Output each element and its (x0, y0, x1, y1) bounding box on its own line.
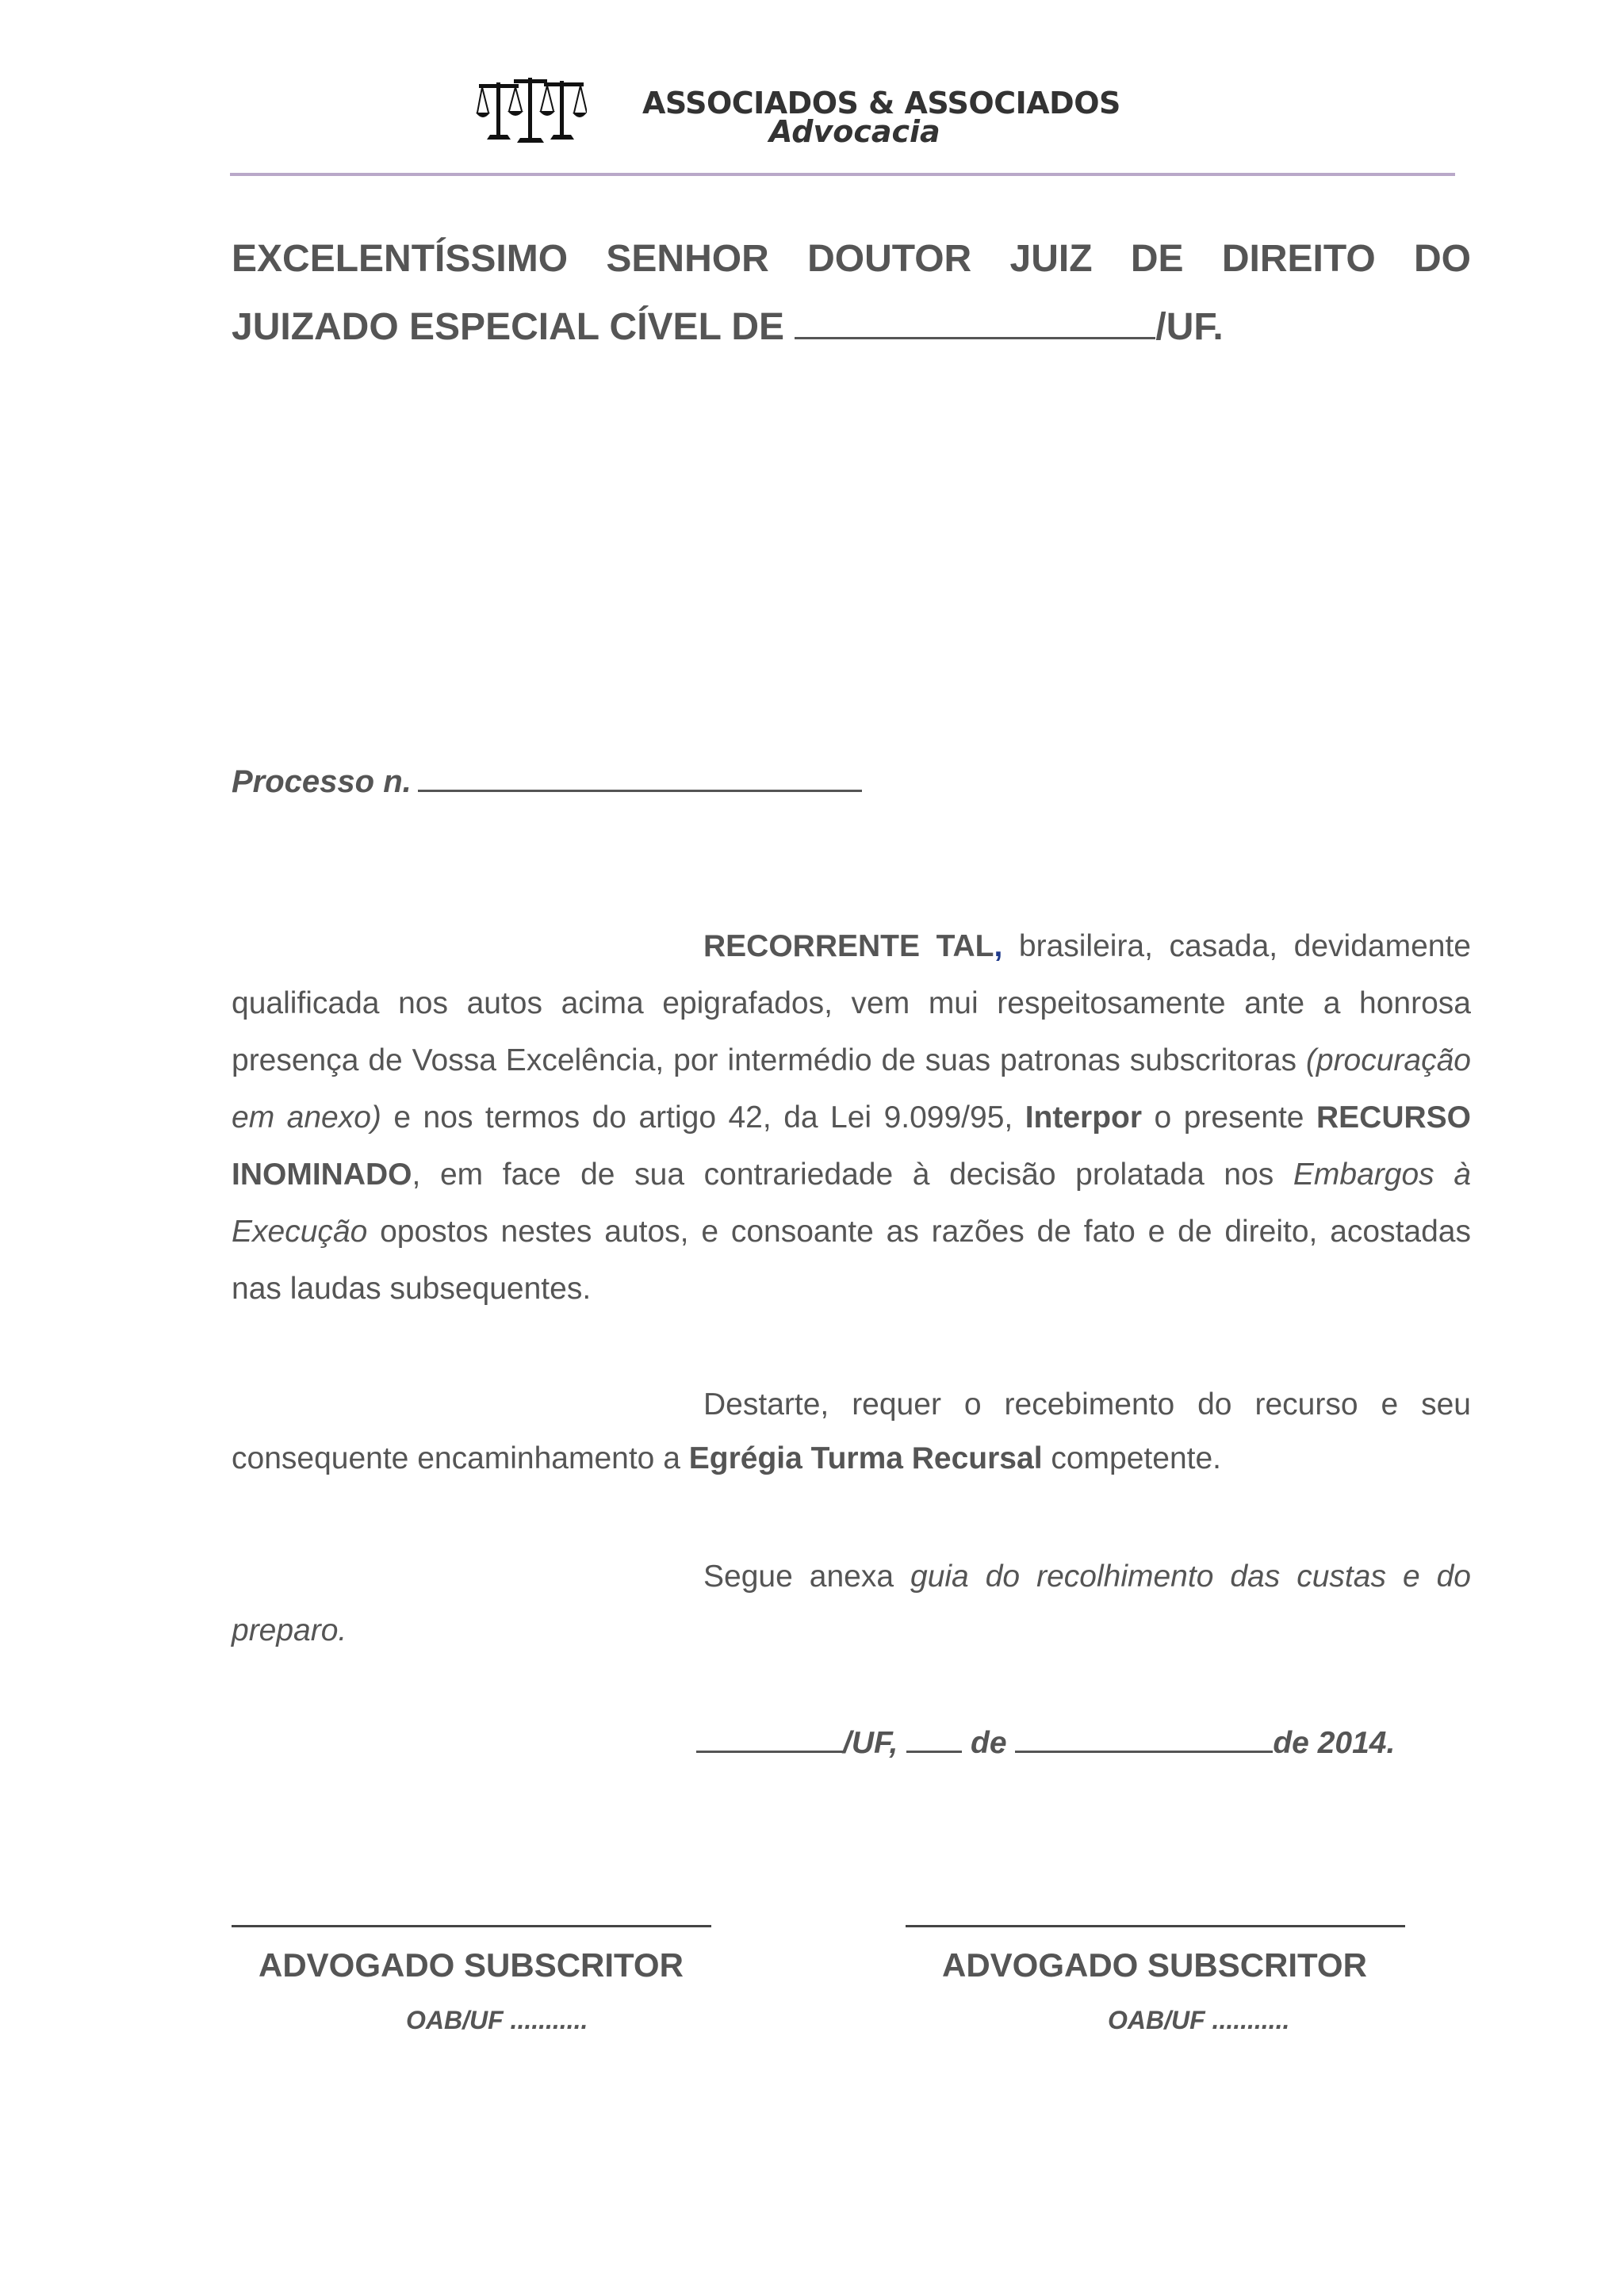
process-number (232, 758, 862, 800)
interpor-text: Interpor (1025, 1100, 1143, 1135)
embargos-text: Embargos à Execução (232, 1158, 1471, 1249)
signature-title-2: ADVOGADO SUBSCRITOR (942, 1946, 1367, 1984)
paragraph-attachment: Segue anexa guia do recolhimento das custas e do preparo. (232, 1559, 1472, 1647)
address-line-2-suffix: /UF. (1155, 306, 1224, 348)
signature-oab-1: OAB/UF ........... (406, 2006, 588, 2034)
turma-recursal-text: Egrégia Turma Recursal (688, 1441, 1043, 1475)
process-label: Processo n. (232, 764, 412, 799)
address-line-1: EXCELENTÍSSIMO SENHOR DOUTOR JUIZ DE DIREITO DO (232, 238, 1471, 280)
month-blank-field[interactable] (1015, 1722, 1273, 1753)
party-name: RECORRENTE TAL (703, 929, 994, 963)
header-divider (230, 173, 1455, 176)
signature-title-1: ADVOGADO SUBSCRITOR (259, 1946, 684, 1984)
firm-subtitle: Advocacia (769, 114, 940, 149)
scales-of-justice-icon (476, 73, 587, 152)
paragraph-request: Destarte, requer o recebimento do recurso e seu consequente encaminhamento a Egrégia Turma Recursal competente. (232, 1387, 1471, 1475)
city-date-blank-field[interactable] (696, 1722, 843, 1753)
court-address (232, 225, 1471, 362)
recurso-inominado-text: RECURSO INOMINADO (232, 1100, 1472, 1192)
procuracao-note: (procuração em anexo) (232, 1043, 1471, 1135)
firm-name: ASSOCIADOS & ASSOCIADOS (642, 86, 1120, 121)
address-line-2-prefix: JUIZADO ESPECIAL CÍVEL DE (232, 306, 795, 348)
process-number-blank-field[interactable] (418, 758, 862, 792)
signature-line-2[interactable] (906, 1925, 1405, 1927)
date-line: /UF, de de 2014. (696, 1722, 1395, 1761)
paragraph-petition: RECORRENTE TAL, brasileira, casada, devidamente qualificada nos autos acima epigrafados, vem mui respeitosamente ante a honrosa presença de Vossa Excelência, por intermédio de suas patronas subscritoras (procuração em anexo) e nos termos do artigo 42, da Lei 9.099/95, Interpor o presente RECURSO INOMINADO, em face de sua contrariedade à decisão prolatada nos Embargos à Execução opostos nestes autos, e consoante as razões de fato e de direito, acostadas nas laudas subsequentes. (232, 929, 1472, 1306)
signature-oab-2: OAB/UF ........... (1108, 2006, 1290, 2034)
signature-line-1[interactable] (232, 1925, 711, 1927)
guia-text: guia do recolhimento das custas e do preparo. (232, 1559, 1472, 1647)
day-blank-field[interactable] (906, 1722, 962, 1753)
city-blank-field[interactable] (795, 302, 1155, 339)
